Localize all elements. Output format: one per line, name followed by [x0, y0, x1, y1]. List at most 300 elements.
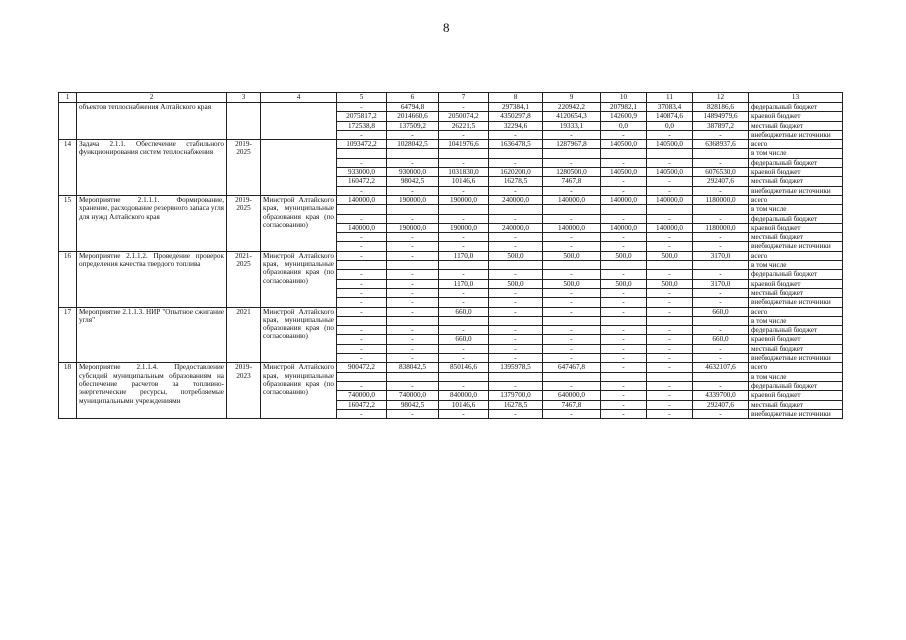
value-cell: -	[601, 298, 647, 307]
value-cell: -	[543, 242, 601, 251]
value-cell	[337, 261, 387, 270]
value-cell: 140000,0	[337, 195, 387, 204]
value-cell: -	[387, 242, 439, 251]
value-cell: -	[489, 354, 543, 363]
header-cell: 9	[543, 93, 601, 103]
value-cell: 500,0	[601, 279, 647, 288]
value-cell: -	[489, 298, 543, 307]
value-cell: -	[439, 409, 489, 418]
value-cell: 140500,0	[647, 168, 693, 177]
value-cell: 1636478,5	[489, 140, 543, 149]
value-cell: 190000,0	[387, 223, 439, 232]
value-cell: 7467,8	[543, 177, 601, 186]
value-cell	[439, 316, 489, 325]
period-cell: 2019-2023	[227, 363, 261, 419]
value-cell: -	[647, 186, 693, 195]
value-cell: -	[337, 298, 387, 307]
value-cell: 660,0	[439, 335, 489, 344]
value-cell: -	[337, 251, 387, 260]
value-cell: -	[543, 233, 601, 242]
value-cell: -	[439, 288, 489, 297]
value-cell: 1180000,0	[693, 195, 749, 204]
value-cell	[601, 316, 647, 325]
value-cell: -	[693, 326, 749, 335]
value-cell	[693, 149, 749, 158]
row-number: 16	[59, 251, 77, 307]
value-cell	[647, 149, 693, 158]
value-cell: -	[489, 130, 543, 139]
value-cell: -	[647, 214, 693, 223]
source-cell: в том числе	[749, 261, 843, 270]
source-cell: краевой бюджет	[749, 223, 843, 232]
row-number: 14	[59, 140, 77, 196]
value-cell: -	[439, 344, 489, 353]
value-cell: -	[489, 270, 543, 279]
value-cell: -	[489, 288, 543, 297]
value-cell: -	[337, 307, 387, 316]
value-cell	[693, 261, 749, 270]
value-cell: 740000,0	[337, 391, 387, 400]
value-cell: -	[693, 288, 749, 297]
value-cell	[543, 205, 601, 214]
value-cell: 500,0	[543, 251, 601, 260]
value-cell: 292407,6	[693, 400, 749, 409]
source-cell: местный бюджет	[749, 121, 843, 130]
source-cell: краевой бюджет	[749, 112, 843, 121]
value-cell: 140000,0	[601, 223, 647, 232]
source-cell: федеральный бюджет	[749, 270, 843, 279]
page-number: 8	[443, 20, 450, 35]
value-cell: -	[693, 344, 749, 353]
value-cell: 137509,2	[387, 121, 439, 130]
value-cell: -	[387, 233, 439, 242]
value-cell: -	[337, 186, 387, 195]
value-cell: -	[647, 409, 693, 418]
value-cell: -	[693, 130, 749, 139]
header-cell: 6	[387, 93, 439, 103]
value-cell: -	[601, 391, 647, 400]
value-cell: -	[439, 130, 489, 139]
value-cell: 1170,0	[439, 279, 489, 288]
value-cell	[439, 149, 489, 158]
value-cell	[543, 372, 601, 381]
value-cell: -	[601, 177, 647, 186]
value-cell: 647467,8	[543, 363, 601, 372]
source-cell: краевой бюджет	[749, 391, 843, 400]
value-cell: 828186,6	[693, 103, 749, 112]
value-cell: -	[489, 186, 543, 195]
row-number: 17	[59, 307, 77, 363]
value-cell: 1379700,0	[489, 391, 543, 400]
value-cell: -	[647, 130, 693, 139]
value-cell: 0,0	[647, 121, 693, 130]
value-cell: 3170,0	[693, 251, 749, 260]
value-cell: -	[337, 279, 387, 288]
value-cell	[489, 149, 543, 158]
value-cell: -	[693, 158, 749, 167]
value-cell: -	[489, 214, 543, 223]
measure-name: Мероприятие 2.1.1.3. НИР "Опытное сжигание угля"	[77, 307, 227, 363]
value-cell: -	[337, 158, 387, 167]
row-number	[59, 103, 77, 140]
value-cell: -	[337, 288, 387, 297]
value-cell: -	[601, 400, 647, 409]
value-cell: 140874,6	[647, 112, 693, 121]
header-cell: 5	[337, 93, 387, 103]
value-cell: 1620200,0	[489, 168, 543, 177]
value-cell: -	[693, 270, 749, 279]
value-cell: -	[601, 233, 647, 242]
value-cell: -	[543, 307, 601, 316]
header-cell: 2	[77, 93, 227, 103]
value-cell: 1287967,8	[543, 140, 601, 149]
value-cell: -	[337, 354, 387, 363]
value-cell: -	[693, 242, 749, 251]
value-cell: 1280500,0	[543, 168, 601, 177]
value-cell: -	[693, 298, 749, 307]
measure-name: Задача 2.1.1. Обеспечение стабильного функционирования систем теплоснабжения	[77, 140, 227, 196]
value-cell: -	[387, 344, 439, 353]
value-cell: 297384,1	[489, 103, 543, 112]
value-cell: -	[489, 409, 543, 418]
value-cell: -	[387, 214, 439, 223]
value-cell: 2075817,2	[337, 112, 387, 121]
value-cell: 500,0	[489, 279, 543, 288]
value-cell: -	[489, 158, 543, 167]
source-cell: всего	[749, 363, 843, 372]
value-cell: -	[439, 214, 489, 223]
value-cell: 160472,2	[337, 177, 387, 186]
measure-name: объектов теплоснабжения Алтайского края	[77, 103, 227, 140]
table-row	[59, 363, 843, 372]
value-cell	[387, 149, 439, 158]
value-cell: 140000,0	[601, 195, 647, 204]
header-cell: 11	[647, 93, 693, 103]
source-cell: внебюджетные источники	[749, 354, 843, 363]
value-cell: 32294,6	[489, 121, 543, 130]
value-cell: 2050074,2	[439, 112, 489, 121]
executor-cell	[261, 140, 337, 196]
value-cell: -	[647, 400, 693, 409]
executor-cell: Минстрой Алтайского края, муниципальные образования края (по согласованию)	[261, 195, 337, 251]
value-cell: 10146,6	[439, 400, 489, 409]
value-cell: 190000,0	[387, 195, 439, 204]
value-cell: -	[387, 298, 439, 307]
budget-table	[58, 92, 843, 419]
value-cell: -	[543, 186, 601, 195]
value-cell: 660,0	[693, 307, 749, 316]
value-cell: -	[337, 214, 387, 223]
value-cell: 140000,0	[543, 223, 601, 232]
value-cell: 142600,9	[601, 112, 647, 121]
value-cell: -	[647, 335, 693, 344]
value-cell: -	[647, 307, 693, 316]
value-cell: 140500,0	[601, 168, 647, 177]
value-cell: 140500,0	[601, 140, 647, 149]
value-cell: -	[601, 307, 647, 316]
value-cell	[693, 372, 749, 381]
value-cell: 1180000,0	[693, 223, 749, 232]
value-cell: -	[601, 326, 647, 335]
value-cell: 16278,5	[489, 400, 543, 409]
value-cell: -	[387, 288, 439, 297]
value-cell: 240000,0	[489, 195, 543, 204]
value-cell: 840000,0	[439, 391, 489, 400]
header-cell: 12	[693, 93, 749, 103]
value-cell: -	[647, 177, 693, 186]
source-cell: краевой бюджет	[749, 279, 843, 288]
value-cell: -	[647, 242, 693, 251]
value-cell: -	[387, 279, 439, 288]
table-row	[59, 103, 843, 112]
value-cell: -	[543, 288, 601, 297]
source-cell: местный бюджет	[749, 344, 843, 353]
value-cell: -	[647, 354, 693, 363]
value-cell: -	[543, 130, 601, 139]
value-cell: 500,0	[647, 251, 693, 260]
value-cell: -	[489, 344, 543, 353]
value-cell: -	[337, 233, 387, 242]
value-cell: 930000,0	[387, 168, 439, 177]
value-cell: -	[489, 233, 543, 242]
value-cell: -	[601, 344, 647, 353]
value-cell: 4120654,3	[543, 112, 601, 121]
value-cell: -	[387, 158, 439, 167]
source-cell: всего	[749, 251, 843, 260]
source-cell: краевой бюджет	[749, 168, 843, 177]
value-cell: 6368937,6	[693, 140, 749, 149]
value-cell: -	[647, 233, 693, 242]
value-cell: -	[439, 298, 489, 307]
value-cell	[647, 205, 693, 214]
source-cell: внебюджетные источники	[749, 242, 843, 251]
value-cell	[647, 261, 693, 270]
value-cell: -	[601, 130, 647, 139]
value-cell: -	[489, 242, 543, 251]
value-cell: -	[337, 130, 387, 139]
value-cell: -	[601, 335, 647, 344]
value-cell: -	[439, 242, 489, 251]
value-cell	[601, 372, 647, 381]
value-cell: 1041976,6	[439, 140, 489, 149]
value-cell: 933000,0	[337, 168, 387, 177]
executor-cell: Минстрой Алтайского края, муниципальные образования края (по согласованию)	[261, 363, 337, 419]
value-cell: 98042,5	[387, 400, 439, 409]
value-cell: -	[601, 288, 647, 297]
value-cell	[543, 261, 601, 270]
value-cell: -	[387, 354, 439, 363]
value-cell: 387897,2	[693, 121, 749, 130]
source-cell: внебюджетные источники	[749, 186, 843, 195]
source-cell: в том числе	[749, 372, 843, 381]
value-cell: 26221,5	[439, 121, 489, 130]
value-cell	[489, 205, 543, 214]
header-cell: 7	[439, 93, 489, 103]
value-cell: 4350297,8	[489, 112, 543, 121]
executor-cell: Минстрой Алтайского края, муниципальные образования края (по согласованию)	[261, 307, 337, 363]
value-cell: 640000,0	[543, 391, 601, 400]
value-cell: -	[337, 409, 387, 418]
value-cell: -	[601, 242, 647, 251]
value-cell: 140000,0	[543, 195, 601, 204]
value-cell: 1395978,5	[489, 363, 543, 372]
measure-name: Мероприятие 2.1.1.1. Формирование, хранение, расходование резервного запаса угля для нужд Алтайского края	[77, 195, 227, 251]
value-cell: -	[647, 270, 693, 279]
header-row	[59, 93, 843, 103]
value-cell	[387, 316, 439, 325]
value-cell: -	[439, 233, 489, 242]
value-cell: 37083,4	[647, 103, 693, 112]
period-cell: 2019-2025	[227, 140, 261, 196]
period-cell: 2021-2025	[227, 251, 261, 307]
value-cell	[439, 261, 489, 270]
value-cell: -	[601, 363, 647, 372]
value-cell: -	[647, 288, 693, 297]
value-cell: 1093472,2	[337, 140, 387, 149]
source-cell: в том числе	[749, 205, 843, 214]
value-cell: 140000,0	[647, 223, 693, 232]
value-cell	[601, 205, 647, 214]
header-cell: 3	[227, 93, 261, 103]
source-cell: всего	[749, 195, 843, 204]
value-cell	[337, 372, 387, 381]
value-cell: -	[337, 381, 387, 390]
value-cell	[489, 372, 543, 381]
source-cell: федеральный бюджет	[749, 158, 843, 167]
value-cell	[601, 261, 647, 270]
value-cell: -	[543, 214, 601, 223]
source-cell: федеральный бюджет	[749, 214, 843, 223]
value-cell: -	[337, 344, 387, 353]
value-cell: 3170,0	[693, 279, 749, 288]
value-cell: -	[601, 214, 647, 223]
value-cell: 140000,0	[337, 223, 387, 232]
value-cell: 660,0	[693, 335, 749, 344]
executor-cell: Минстрой Алтайского края, муниципальные образования края (по согласованию)	[261, 251, 337, 307]
value-cell: -	[543, 344, 601, 353]
value-cell: -	[693, 233, 749, 242]
value-cell: 1031830,0	[439, 168, 489, 177]
source-cell: в том числе	[749, 149, 843, 158]
value-cell: -	[439, 158, 489, 167]
value-cell	[387, 205, 439, 214]
table-row	[59, 195, 843, 204]
source-cell: всего	[749, 140, 843, 149]
source-cell: внебюджетные источники	[749, 409, 843, 418]
value-cell: 14894979,6	[693, 112, 749, 121]
header-cell: 1	[59, 93, 77, 103]
value-cell: -	[601, 158, 647, 167]
value-cell: -	[601, 354, 647, 363]
value-cell: -	[693, 214, 749, 223]
value-cell	[647, 372, 693, 381]
value-cell: 2014660,6	[387, 112, 439, 121]
value-cell: -	[693, 409, 749, 418]
header-cell: 10	[601, 93, 647, 103]
value-cell: -	[647, 381, 693, 390]
table-row	[59, 140, 843, 149]
value-cell	[337, 149, 387, 158]
source-cell: краевой бюджет	[749, 335, 843, 344]
row-number: 18	[59, 363, 77, 419]
value-cell	[439, 205, 489, 214]
value-cell: 160472,2	[337, 400, 387, 409]
value-cell: -	[543, 335, 601, 344]
value-cell: -	[601, 186, 647, 195]
row-number: 15	[59, 195, 77, 251]
period-cell: 2021	[227, 307, 261, 363]
value-cell: -	[543, 270, 601, 279]
value-cell: -	[601, 270, 647, 279]
value-cell: -	[647, 298, 693, 307]
value-cell: 64794,8	[387, 103, 439, 112]
value-cell: -	[543, 381, 601, 390]
value-cell	[693, 205, 749, 214]
value-cell: 172538,8	[337, 121, 387, 130]
value-cell: -	[489, 335, 543, 344]
value-cell	[387, 261, 439, 270]
value-cell: -	[439, 326, 489, 335]
value-cell: 900472,2	[337, 363, 387, 372]
value-cell: 292407,6	[693, 177, 749, 186]
value-cell	[489, 316, 543, 325]
value-cell: -	[337, 103, 387, 112]
value-cell: 500,0	[489, 251, 543, 260]
source-cell: местный бюджет	[749, 177, 843, 186]
value-cell: -	[543, 409, 601, 418]
value-cell: -	[337, 326, 387, 335]
source-cell: всего	[749, 307, 843, 316]
value-cell: 4632107,6	[693, 363, 749, 372]
value-cell: 140500,0	[647, 140, 693, 149]
value-cell: -	[543, 354, 601, 363]
header-cell: 4	[261, 93, 337, 103]
value-cell	[647, 316, 693, 325]
source-cell: местный бюджет	[749, 233, 843, 242]
value-cell: 660,0	[439, 307, 489, 316]
measure-name: Мероприятие 2.1.1.2. Проведение проверок определения качества твердого топлива	[77, 251, 227, 307]
value-cell: 10146,6	[439, 177, 489, 186]
value-cell: -	[387, 251, 439, 260]
header-cell: 8	[489, 93, 543, 103]
value-cell: -	[439, 354, 489, 363]
value-cell: 500,0	[647, 279, 693, 288]
value-cell: -	[543, 298, 601, 307]
value-cell: 98042,5	[387, 177, 439, 186]
value-cell: 500,0	[601, 251, 647, 260]
value-cell: -	[337, 335, 387, 344]
value-cell: 500,0	[543, 279, 601, 288]
executor-cell	[261, 103, 337, 140]
value-cell: 4339700,0	[693, 391, 749, 400]
value-cell: 6076530,0	[693, 168, 749, 177]
value-cell: -	[337, 242, 387, 251]
value-cell: 240000,0	[489, 223, 543, 232]
value-cell: 16278,5	[489, 177, 543, 186]
value-cell: 207982,1	[601, 103, 647, 112]
value-cell: -	[647, 326, 693, 335]
value-cell: -	[693, 381, 749, 390]
source-cell: внебюджетные источники	[749, 130, 843, 139]
value-cell: -	[647, 158, 693, 167]
value-cell: -	[387, 130, 439, 139]
value-cell: -	[439, 381, 489, 390]
value-cell: 190000,0	[439, 195, 489, 204]
source-cell: внебюджетные источники	[749, 298, 843, 307]
value-cell	[489, 261, 543, 270]
value-cell: -	[693, 186, 749, 195]
value-cell: -	[387, 326, 439, 335]
